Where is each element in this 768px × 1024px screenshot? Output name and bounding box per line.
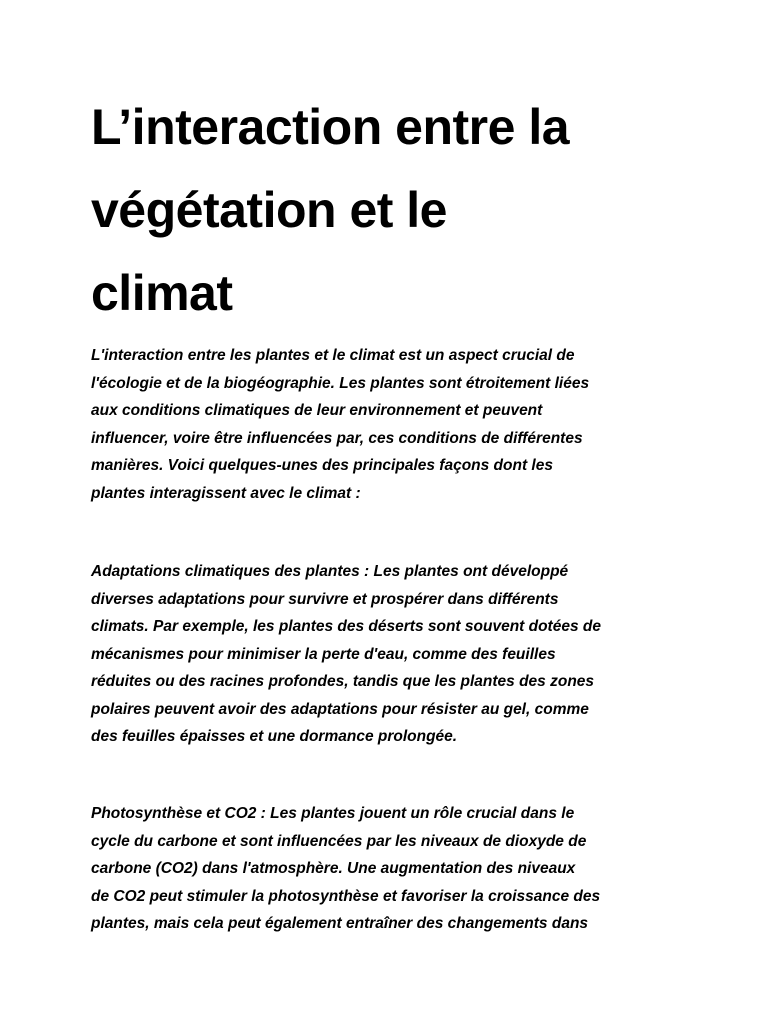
text-line: l'écologie et de la biogéographie. Les plantes sont étroitement liées [91,374,590,392]
text-line: carbone (CO2) dans l'atmosphère. Une augmentation des niveaux [91,860,576,877]
text-line: polaires peuvent avoir des adaptations pour résister au gel, comme [91,700,589,718]
text-line: réduites ou des racines profondes, tandis que les plantes des zones [91,673,595,690]
intro-paragraph [91,342,691,507]
adaptations-paragraph [91,558,691,751]
text-line: cycle du carbone et sont influencées par les niveaux de dioxyde de [91,832,587,850]
text-line: influencer, voire être influencées par, ces conditions de différentes [91,429,583,447]
text-line: Adaptations climatiques des plantes : Les plantes ont développé [91,563,569,580]
title-line: climat [91,265,233,321]
text-line: diverses adaptations pour survivre et prospérer dans différents [91,590,559,608]
text-line: L'interaction entre les plantes et le climat est un aspect crucial de [91,347,575,364]
text-line: aux conditions climatiques de leur environnement et peuvent [91,402,543,419]
text-line: manières. Voici quelques-unes des principales façons dont les [91,457,553,474]
text-line: mécanismes pour minimiser la perte d'eau, comme des feuilles [91,645,556,663]
title-line: L’interaction entre la [91,99,570,155]
text-line: climats. Par exemple, les plantes des déserts sont souvent dotées de [91,618,601,635]
photosynthesis-paragraph [91,800,691,938]
text-line: plantes, mais cela peut également entraîner des changements dans [91,915,589,932]
text-line: de CO2 peut stimuler la photosynthèse et favoriser la croissance des [91,887,601,905]
title-line: végétation et le [91,182,447,238]
text-line: Photosynthèse et CO2 : Les plantes jouent un rôle crucial dans le [91,805,575,822]
text-line: des feuilles épaisses et une dormance prolongée. [91,728,458,745]
page-title [91,86,711,335]
text-line: plantes interagissent avec le climat : [91,484,361,502]
